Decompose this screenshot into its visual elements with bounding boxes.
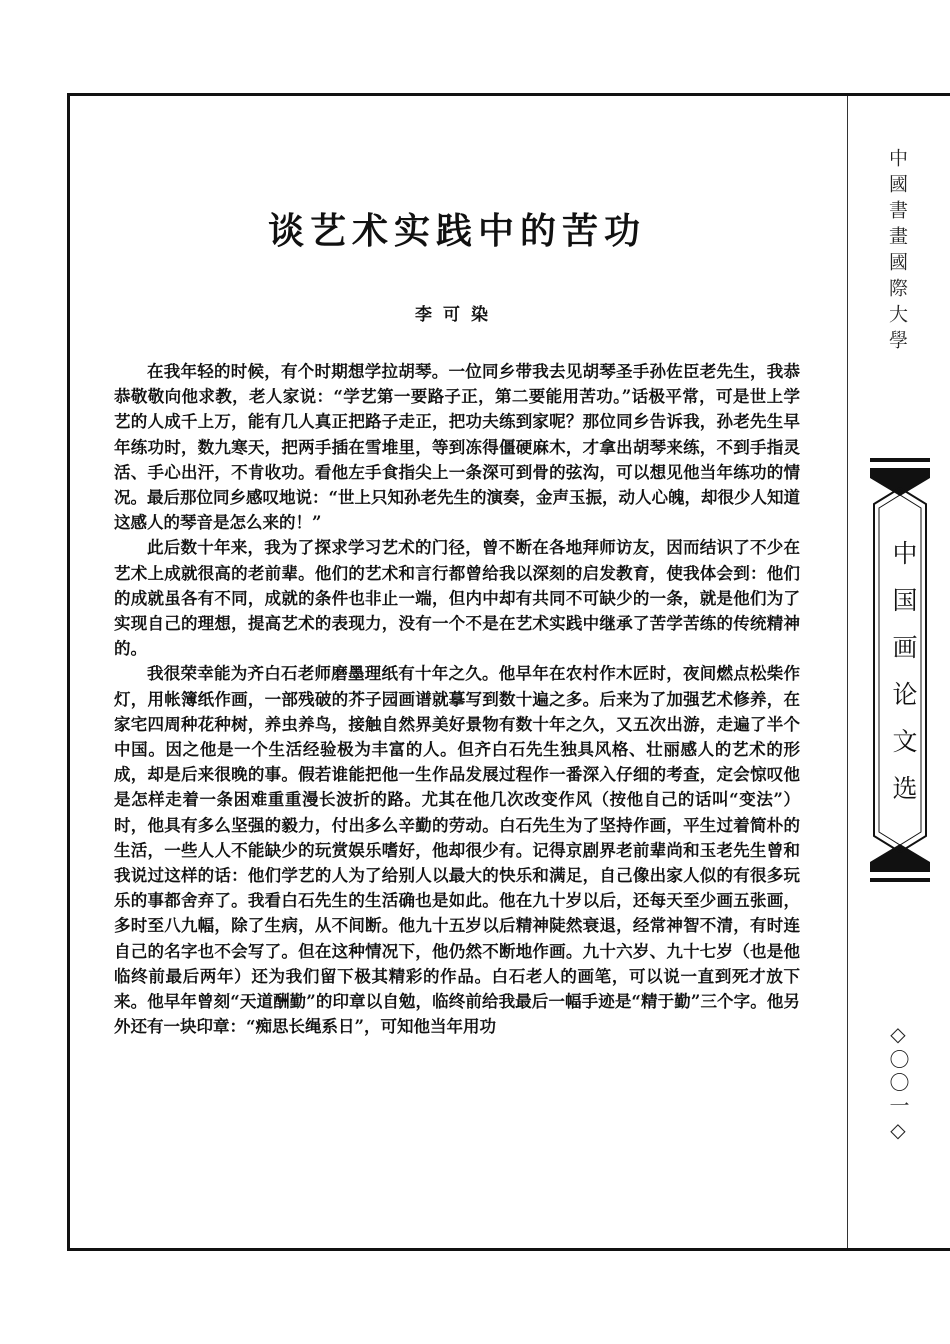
article-body <box>114 359 800 1039</box>
university-name: 中國書畫國際大學 <box>886 148 908 356</box>
banner-bottom-bar <box>870 878 930 882</box>
article <box>114 96 800 1039</box>
side-margin <box>848 96 950 1248</box>
article-author: 李可染 <box>415 305 499 325</box>
paragraph: 在我年轻的时候，有个时期想学拉胡琴。一位同乡带我去见胡琴圣手孙佐臣老先生，我恭恭敬敬向他求教，老人家说：“学艺第一要路子正，第二要能用苦功。”话极平常，可是世上学艺的人成千上万，能有几人真正把路子走正，把功夫练到家呢？那位同乡告诉我，孙老先生早年练功时，数九寒天，把两手插在雪堆里，等到冻得僵硬麻木，才拿出胡琴来练，不到手指灵活、手心出汗，不肯收功。看他左手食指尖上一条深可到骨的弦沟，可以想见他当年练功的情况。最后那位同乡感叹地说：“世上只知孙老先生的演奏，金声玉振，动人心魄，却很少人知道这感人的琴音是怎么来的！” <box>114 362 800 533</box>
book-title-banner <box>870 458 930 882</box>
article-title: 谈艺术实践中的苦功 <box>267 210 646 252</box>
book-title: 中国画论文选 <box>889 540 918 822</box>
paragraph: 此后数十年来，我为了探求学习艺术的门径，曾不断在各地拜师访友，因而结识了不少在艺术上成就很高的老前辈。他们的艺术和言行都曾给我以深刻的启发教育，使我体会到：他们的成就虽各有不同，成就的条件也非止一端，但内中却有共同不可缺少的一条，就是他们为了实现自己的理想，提高艺术的表现力，没有一个不是在艺术实践中继承了苦学苦练的传统精神的。 <box>114 538 800 659</box>
banner-top-bar <box>870 458 930 462</box>
page-number: ◇〇〇一◇ <box>886 1022 910 1145</box>
paragraph: 我很荣幸能为齐白石老师磨墨理纸有十年之久。他早年在农村作木匠时，夜间燃点松柴作灯，用帐簿纸作画，一部残破的芥子园画谱就摹写到数十遍之多。后来为了加强艺术修养，在家宅四周种花种树，养虫养鸟，接触自然界美好景物有数十年之久，又五次出游，走遍了半个中国。因之他是一个生活经验极为丰富的人。但齐白石先生独具风格、壮丽感人的艺术的形成，却是后来很晚的事。假若谁能把他一生作品发展过程作一番深入仔细的考查，定会惊叹他是怎样走着一条困难重重漫长波折的路。尤其在他几次改变作风（按他自己的话叫“变法”）时，他具有多么坚强的毅力，付出多么辛勤的劳动。白石先生为了坚持作画，平生过着简朴的生活，一些人人不能缺少的玩赏娱乐嗜好，他却很少有。记得京剧界老前辈尚和玉老先生曾和我说过这样的话：他们学艺的人为了给别人以最大的快乐和满足，自己像出家人似的有很多玩乐的事都舍弃了。我看白石先生的生活确也是如此。他在九十岁以后，还每天至少画五张画，多时至八九幅，除了生病，从不间断。他九十五岁以后精神陡然衰退，经常神智不清，有时连自己的名字也不会写了。但在这种情况下，他仍然不断地作画。九十六岁、九十七岁（也是他临终前最后两年）还为我们留下极其精彩的作品。白石老人的画笔，可以说一直到死才放下来。他早年曾刻“天道酬勤”的印章以自勉，临终前给我最后一幅手迹是“精于勤”三个字。他另外还有一块印章：“痴思长绳系日”，可知他当年用功 <box>114 664 800 1037</box>
